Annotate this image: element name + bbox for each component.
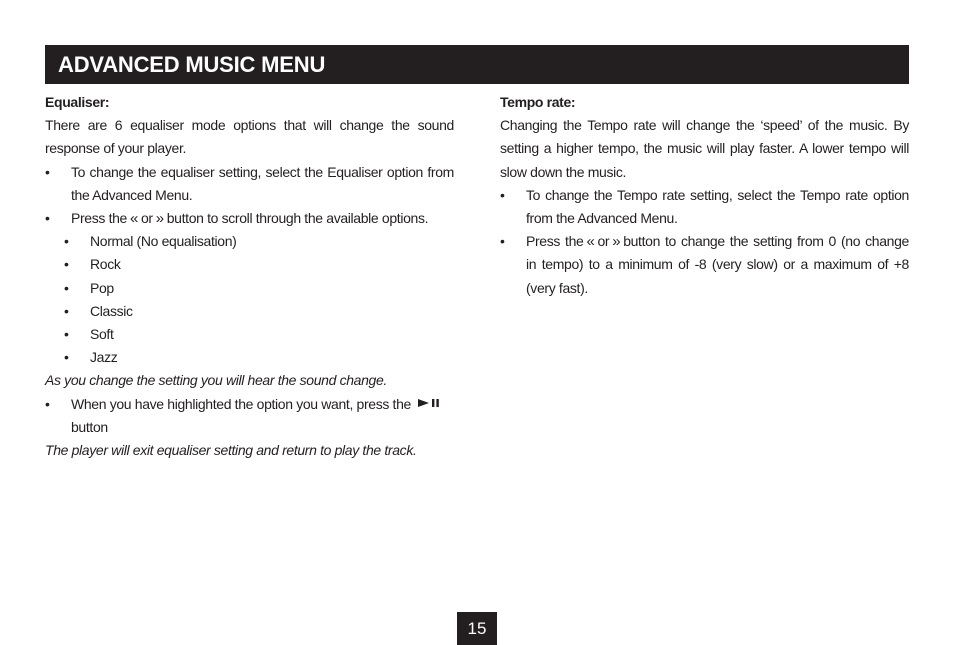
bullet-icon: • [500, 233, 505, 250]
list-item [45, 277, 454, 300]
bullet-icon: • [64, 326, 69, 343]
option-label: Normal (No equalisation) [90, 233, 237, 250]
bullet-text: When you have highlighted the option you want, press the [71, 395, 411, 412]
list-item [45, 253, 454, 276]
bullet-icon: • [45, 163, 50, 180]
bullet-icon: • [64, 233, 69, 250]
rewind-icon: « [586, 233, 595, 251]
page-number: 15 [467, 618, 487, 638]
list-item [45, 323, 454, 346]
list-item [500, 184, 909, 230]
equaliser-note: As you change the setting you will hear the sound change. [45, 372, 387, 389]
rewind-icon: « [130, 210, 138, 228]
tempo-heading: Tempo rate: [500, 94, 576, 110]
list-item [45, 161, 454, 207]
bullet-text: button to scroll through the available options. [166, 210, 429, 227]
play-pause-icon [418, 398, 440, 408]
list-item [45, 393, 454, 439]
equaliser-intro: There are 6 equaliser mode options that will change the sound response of your player. [45, 117, 454, 157]
list-item [45, 346, 454, 369]
bullet-text: or [141, 210, 153, 227]
option-label: Soft [90, 326, 114, 343]
bullet-icon: • [500, 186, 505, 203]
bullet-icon: • [45, 395, 50, 412]
bullet-text: To change the Tempo rate setting, select the Tempo rate option from the Advanced Menu. [526, 186, 909, 227]
page-title: ADVANCED MUSIC MENU [58, 51, 326, 77]
bullet-text: To change the equaliser setting, select the Equaliser option from the Advanced Menu. [71, 163, 454, 203]
bullet-icon: • [64, 279, 69, 296]
equaliser-heading: Equaliser: [45, 94, 110, 110]
section-header-bar [45, 45, 909, 84]
bullet-icon: • [64, 302, 69, 319]
bullet-text: or [597, 233, 610, 250]
equaliser-column [45, 91, 454, 462]
bullet-icon: • [64, 349, 69, 366]
option-label: Jazz [90, 349, 118, 366]
page-number-badge [457, 612, 497, 645]
bullet-text: button to change the setting from 0 (no change in tempo) to a minimum of -8 (very slow) or a maximum of +8 (very fast). [526, 233, 909, 296]
bullet-icon: • [64, 256, 69, 273]
list-item [45, 300, 454, 323]
option-label: Rock [90, 256, 121, 273]
list-item [45, 207, 454, 230]
option-label: Classic [90, 302, 133, 319]
tempo-intro: Changing the Tempo rate will change the ‘speed’ of the music. By setting a higher tempo, the music will play faster. A lower tempo will slow down the music. [500, 117, 909, 180]
option-label: Pop [90, 279, 114, 296]
list-item [500, 230, 909, 300]
tempo-column [500, 91, 909, 300]
fast-forward-icon: » [155, 210, 164, 228]
equaliser-exit-note: The player will exit equaliser setting and return to play the track. [45, 442, 417, 459]
bullet-text: Press the [526, 233, 584, 250]
bullet-text: button [71, 418, 108, 435]
fast-forward-icon: » [612, 233, 621, 251]
list-item [45, 230, 454, 253]
bullet-icon: • [45, 210, 50, 227]
bullet-text: Press the [71, 210, 127, 227]
